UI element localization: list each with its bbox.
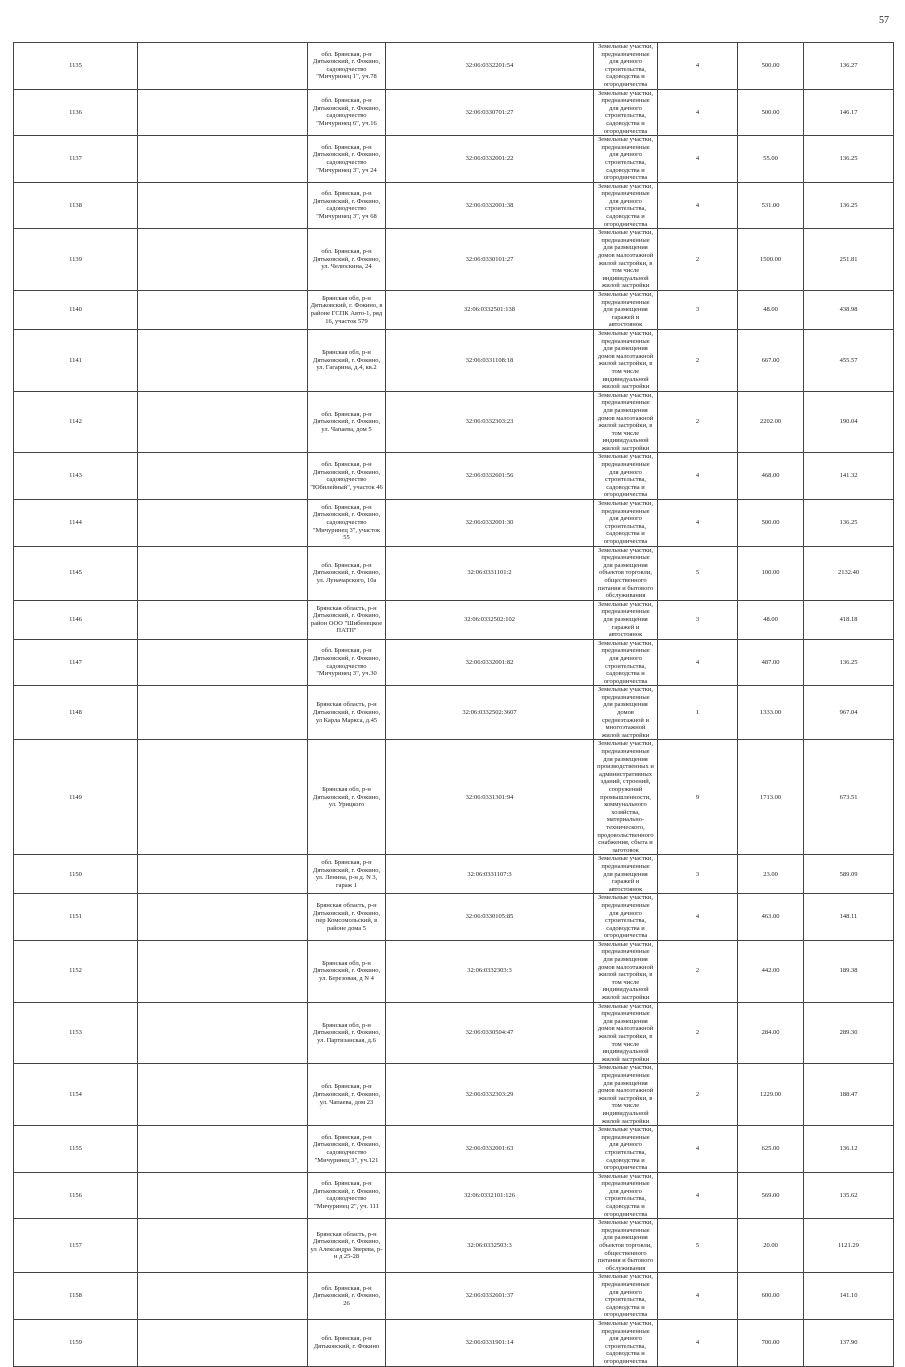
address-cell: обл. Брянская, р-н Дятьковский, г. Фокино, ул. Чапаева, дом 5 bbox=[308, 391, 386, 453]
address-cell: обл. Брянская, р-н Дятьковский, г. Фокино, садоводчество "Мичуринец 6", уч.16 bbox=[308, 89, 386, 136]
rate-cell: 137.90 bbox=[804, 1319, 894, 1366]
empty-cell bbox=[138, 639, 308, 686]
cadastral-number-cell: 32:06:0332303:23 bbox=[386, 391, 594, 453]
cadastral-number-cell: 32:06:0332001:22 bbox=[386, 136, 594, 183]
area-cell: 20.00 bbox=[738, 1219, 804, 1273]
cadastral-number-cell: 32:06:0332101:126 bbox=[386, 1172, 594, 1219]
row-number: 1155 bbox=[14, 1126, 138, 1173]
empty-cell bbox=[138, 855, 308, 894]
cadastral-number-cell: 32:06:0331107:3 bbox=[386, 855, 594, 894]
rate-cell: 136.12 bbox=[804, 1126, 894, 1173]
row-number: 1138 bbox=[14, 182, 138, 229]
table-row bbox=[14, 1319, 894, 1366]
land-use-cell: Земельные участки, предназначенные для дачного строительства, садоводства и огородничества bbox=[594, 639, 658, 686]
group-number-cell: 4 bbox=[658, 894, 738, 941]
table-row bbox=[14, 1002, 894, 1064]
group-number-cell: 2 bbox=[658, 229, 738, 291]
group-number-cell: 2 bbox=[658, 329, 738, 391]
row-number: 1148 bbox=[14, 686, 138, 740]
rate-cell: 148.11 bbox=[804, 894, 894, 941]
rate-cell: 136.25 bbox=[804, 639, 894, 686]
group-number-cell: 4 bbox=[658, 639, 738, 686]
rate-cell: 673.51 bbox=[804, 740, 894, 855]
address-cell: обл. Брянская, р-н Дятьковский, г. Фокино, садоводчество "Мичуринец 3", уч 68 bbox=[308, 182, 386, 229]
rate-cell: 455.57 bbox=[804, 329, 894, 391]
table-row bbox=[14, 182, 894, 229]
address-cell: обл. Брянская, р-н Дятьковский, г. Фокино, садоводчество "Мичуринец 3", уч.121 bbox=[308, 1126, 386, 1173]
table-row bbox=[14, 453, 894, 500]
empty-cell bbox=[138, 600, 308, 639]
empty-cell bbox=[138, 894, 308, 941]
cadastral-number-cell: 32:06:0332502:3607 bbox=[386, 686, 594, 740]
land-use-cell: Земельные участки, предназначенные для дачного строительства, садоводства и огородничества bbox=[594, 1273, 658, 1320]
row-number: 1140 bbox=[14, 291, 138, 330]
table-row bbox=[14, 500, 894, 547]
land-use-cell: Земельные участки, предназначенные для дачного строительства, садоводства и огородничества bbox=[594, 1172, 658, 1219]
row-number: 1147 bbox=[14, 639, 138, 686]
land-use-cell: Земельные участки, предназначенные для размещения домов малоэтажной жилой застройки, в том числе индивидуальной жилой застройки bbox=[594, 391, 658, 453]
empty-cell bbox=[138, 43, 308, 90]
land-use-cell: Земельные участки, предназначенные для размещения домов малоэтажной жилой застройки, в том числе индивидуальной жилой застройки bbox=[594, 329, 658, 391]
area-cell: 1333.00 bbox=[738, 686, 804, 740]
address-cell: Брянская область, р-н Дятьковский, г. Фокино, район ООО "Шибенецкое ПАТП" bbox=[308, 600, 386, 639]
address-cell: обл. Брянская, р-н Дятьковский, г. Фокино, 26 bbox=[308, 1273, 386, 1320]
area-cell: 569.00 bbox=[738, 1172, 804, 1219]
table-row bbox=[14, 639, 894, 686]
land-use-cell: Земельные участки, предназначенные для размещения объектов торговли, общественного питания и бытового обслуживания bbox=[594, 546, 658, 600]
table-row bbox=[14, 291, 894, 330]
area-cell: 463.00 bbox=[738, 894, 804, 941]
table-row bbox=[14, 43, 894, 90]
row-number: 1139 bbox=[14, 229, 138, 291]
table-row bbox=[14, 229, 894, 291]
cadastral-number-cell: 32:06:0332601:56 bbox=[386, 453, 594, 500]
table-row bbox=[14, 855, 894, 894]
table-row bbox=[14, 89, 894, 136]
address-cell: обл. Брянская, р-н Дятьковский, г. Фокино, садоводчество "Мичуринец 2", уч. 111 bbox=[308, 1172, 386, 1219]
empty-cell bbox=[138, 89, 308, 136]
group-number-cell: 4 bbox=[658, 1172, 738, 1219]
row-number: 1157 bbox=[14, 1219, 138, 1273]
empty-cell bbox=[138, 500, 308, 547]
table-row bbox=[14, 136, 894, 183]
row-number: 1156 bbox=[14, 1172, 138, 1219]
area-cell: 600.00 bbox=[738, 1273, 804, 1320]
row-number: 1153 bbox=[14, 1002, 138, 1064]
group-number-cell: 4 bbox=[658, 453, 738, 500]
address-cell: Брянская обл, р-н Дятьковский, г. Фокино, в районе ГСПК Авто-1, ряд 16, участок 579 bbox=[308, 291, 386, 330]
page-number: 57 bbox=[879, 15, 889, 26]
area-cell: 487.00 bbox=[738, 639, 804, 686]
cadastral-number-cell: 32:06:0332001:63 bbox=[386, 1126, 594, 1173]
group-number-cell: 2 bbox=[658, 1002, 738, 1064]
cadastral-number-cell: 32:06:0330101:27 bbox=[386, 229, 594, 291]
rate-cell: 289.30 bbox=[804, 1002, 894, 1064]
cadastral-number-cell: 32:06:0332001:30 bbox=[386, 500, 594, 547]
empty-cell bbox=[138, 329, 308, 391]
group-number-cell: 3 bbox=[658, 600, 738, 639]
empty-cell bbox=[138, 391, 308, 453]
empty-cell bbox=[138, 740, 308, 855]
cadastral-number-cell: 32:06:0332001:82 bbox=[386, 639, 594, 686]
row-number: 1136 bbox=[14, 89, 138, 136]
area-cell: 700.00 bbox=[738, 1319, 804, 1366]
table-row bbox=[14, 686, 894, 740]
group-number-cell: 4 bbox=[658, 182, 738, 229]
empty-cell bbox=[138, 1219, 308, 1273]
empty-cell bbox=[138, 546, 308, 600]
rate-cell: 136.25 bbox=[804, 500, 894, 547]
cadastral-number-cell: 32:06:0331301:94 bbox=[386, 740, 594, 855]
rate-cell: 141.10 bbox=[804, 1273, 894, 1320]
area-cell: 500.00 bbox=[738, 89, 804, 136]
cadastral-number-cell: 32:06:0331101:2 bbox=[386, 546, 594, 600]
cadastral-number-cell: 32:06:0332601:37 bbox=[386, 1273, 594, 1320]
group-number-cell: 5 bbox=[658, 546, 738, 600]
empty-cell bbox=[138, 1002, 308, 1064]
land-use-cell: Земельные участки, предназначенные для размещения домов малоэтажной жилой застройки, в том числе индивидуальной жилой застройки bbox=[594, 1064, 658, 1126]
empty-cell bbox=[138, 291, 308, 330]
rate-cell: 188.47 bbox=[804, 1064, 894, 1126]
row-number: 1144 bbox=[14, 500, 138, 547]
area-cell: 284.00 bbox=[738, 1002, 804, 1064]
area-cell: 667.00 bbox=[738, 329, 804, 391]
land-use-cell: Земельные участки, предназначенные для размещения домов малоэтажной жилой застройки, в том числе индивидуальной жилой застройки bbox=[594, 940, 658, 1002]
address-cell: обл. Брянская, р-н Дятьковский, г. Фокино, ул. Челюскина, 24 bbox=[308, 229, 386, 291]
land-use-cell: Земельные участки, предназначенные для размещения гаражей и автостоянок bbox=[594, 291, 658, 330]
row-number: 1135 bbox=[14, 43, 138, 90]
address-cell: обл. Брянская, р-н Дятьковский, г. Фокино, ул. Ленина, р-н д. N 3, гараж 1 bbox=[308, 855, 386, 894]
address-cell: обл. Брянская, р-н Дятьковский, г. Фокино, садоводчество "Мичуринец 1", уч.78 bbox=[308, 43, 386, 90]
row-number: 1137 bbox=[14, 136, 138, 183]
area-cell: 468.00 bbox=[738, 453, 804, 500]
group-number-cell: 3 bbox=[658, 291, 738, 330]
group-number-cell: 2 bbox=[658, 940, 738, 1002]
cadastral-number-cell: 32:06:0332503:3 bbox=[386, 1219, 594, 1273]
land-use-cell: Земельные участки, предназначенные для дачного строительства, садоводства и огородничества bbox=[594, 136, 658, 183]
cadastral-number-cell: 32:06:0331901:14 bbox=[386, 1319, 594, 1366]
cadastral-number-cell: 32:06:0330701:27 bbox=[386, 89, 594, 136]
row-number: 1159 bbox=[14, 1319, 138, 1366]
empty-cell bbox=[138, 1126, 308, 1173]
group-number-cell: 4 bbox=[658, 1319, 738, 1366]
table-row bbox=[14, 391, 894, 453]
empty-cell bbox=[138, 453, 308, 500]
land-use-cell: Земельные участки, предназначенные для дачного строительства, садоводства и огородничества bbox=[594, 453, 658, 500]
address-cell: обл. Брянская, р-н Дятьковский, г. Фокино bbox=[308, 1319, 386, 1366]
group-number-cell: 5 bbox=[658, 1219, 738, 1273]
land-registry-table bbox=[13, 42, 894, 1367]
cadastral-number-cell: 32:06:0332303:3 bbox=[386, 940, 594, 1002]
empty-cell bbox=[138, 1273, 308, 1320]
land-use-cell: Земельные участки, предназначенные для дачного строительства, садоводства и огородничества bbox=[594, 894, 658, 941]
land-use-cell: Земельные участки, предназначенные для размещения домов малоэтажной жилой застройки, в том числе индивидуальной жилой застройки bbox=[594, 229, 658, 291]
land-use-cell: Земельные участки, предназначенные для размещения гаражей и автостоянок bbox=[594, 855, 658, 894]
row-number: 1143 bbox=[14, 453, 138, 500]
area-cell: 1500.00 bbox=[738, 229, 804, 291]
land-use-cell: Земельные участки, предназначенные для дачного строительства, садоводства и огородничества bbox=[594, 500, 658, 547]
group-number-cell: 4 bbox=[658, 43, 738, 90]
address-cell: обл. Брянская, р-н Дятьковский, г. Фокино, ул. Чапаева, дом 23 bbox=[308, 1064, 386, 1126]
rate-cell: 136.27 bbox=[804, 43, 894, 90]
rate-cell: 190.04 bbox=[804, 391, 894, 453]
table-row bbox=[14, 1273, 894, 1320]
land-use-cell: Земельные участки, предназначенные для размещения объектов торговли, общественного питания и бытового обслуживания bbox=[594, 1219, 658, 1273]
group-number-cell: 2 bbox=[658, 1064, 738, 1126]
rate-cell: 251.81 bbox=[804, 229, 894, 291]
area-cell: 1229.00 bbox=[738, 1064, 804, 1126]
group-number-cell: 4 bbox=[658, 136, 738, 183]
cadastral-number-cell: 32:06:0332201:54 bbox=[386, 43, 594, 90]
address-cell: Брянская область, р-н Дятьковский, г. Фокино, ул Карла Маркса, д.45 bbox=[308, 686, 386, 740]
cadastral-number-cell: 32:06:0330105:85 bbox=[386, 894, 594, 941]
table-row bbox=[14, 1126, 894, 1173]
land-use-cell: Земельные участки, предназначенные для дачного строительства, садоводства и огородничества bbox=[594, 89, 658, 136]
table-row bbox=[14, 1219, 894, 1273]
address-cell: обл. Брянская, р-н Дятьковский, г. Фокино, ул. Луначарского, 10а bbox=[308, 546, 386, 600]
area-cell: 23.00 bbox=[738, 855, 804, 894]
rate-cell: 418.18 bbox=[804, 600, 894, 639]
group-number-cell: 4 bbox=[658, 89, 738, 136]
row-number: 1146 bbox=[14, 600, 138, 639]
empty-cell bbox=[138, 1172, 308, 1219]
land-use-cell: Земельные участки, предназначенные для размещения производственных и административных зданий, строений, сооружений промышленности, коммунального хозяйства, материально-технического, продовольственного снабжения, сбыта и заготовок bbox=[594, 740, 658, 855]
area-cell: 2202.00 bbox=[738, 391, 804, 453]
group-number-cell: 9 bbox=[658, 740, 738, 855]
address-cell: обл. Брянская, р-н Дятьковский, г. Фокино, садоводчество "Мичуринец 3", участок 55 bbox=[308, 500, 386, 547]
cadastral-number-cell: 32:06:0332502:102 bbox=[386, 600, 594, 639]
address-cell: Брянская обл, р-н Дятьковский, г. Фокино, ул. Урицкого bbox=[308, 740, 386, 855]
empty-cell bbox=[138, 1319, 308, 1366]
rate-cell: 438.98 bbox=[804, 291, 894, 330]
row-number: 1151 bbox=[14, 894, 138, 941]
address-cell: Брянская обл, р-н Дятьковский, г. Фокино, ул. Березовая, д N 4 bbox=[308, 940, 386, 1002]
rate-cell: 967.04 bbox=[804, 686, 894, 740]
rate-cell: 141.32 bbox=[804, 453, 894, 500]
area-cell: 1713.00 bbox=[738, 740, 804, 855]
area-cell: 625.00 bbox=[738, 1126, 804, 1173]
empty-cell bbox=[138, 686, 308, 740]
rate-cell: 1121.29 bbox=[804, 1219, 894, 1273]
address-cell: Брянская область, р-н Дятьковский, г. Фокино, ул Александра Зверева, р-н д 25-28 bbox=[308, 1219, 386, 1273]
empty-cell bbox=[138, 940, 308, 1002]
row-number: 1158 bbox=[14, 1273, 138, 1320]
row-number: 1149 bbox=[14, 740, 138, 855]
empty-cell bbox=[138, 229, 308, 291]
land-use-cell: Земельные участки, предназначенные для размещения домов малоэтажной жилой застройки, в том числе индивидуальной жилой застройки bbox=[594, 1002, 658, 1064]
address-cell: Брянская обл, р-н Дятьковский, г. Фокино, ул. Гагарина, д.4, кв.2 bbox=[308, 329, 386, 391]
group-number-cell: 4 bbox=[658, 1273, 738, 1320]
table-row bbox=[14, 329, 894, 391]
rate-cell: 146.17 bbox=[804, 89, 894, 136]
land-use-cell: Земельные участки, предназначенные для дачного строительства, садоводства и огородничества bbox=[594, 1126, 658, 1173]
rate-cell: 589.09 bbox=[804, 855, 894, 894]
cadastral-number-cell: 32:06:0330504:47 bbox=[386, 1002, 594, 1064]
area-cell: 500.00 bbox=[738, 500, 804, 547]
rate-cell: 189.38 bbox=[804, 940, 894, 1002]
land-use-cell: Земельные участки, предназначенные для размещения гаражей и автостоянок bbox=[594, 600, 658, 639]
row-number: 1152 bbox=[14, 940, 138, 1002]
table-row bbox=[14, 1064, 894, 1126]
cadastral-number-cell: 32:06:0332303:29 bbox=[386, 1064, 594, 1126]
empty-cell bbox=[138, 136, 308, 183]
land-use-cell: Земельные участки, предназначенные для дачного строительства, садоводства и огородничества bbox=[594, 1319, 658, 1366]
row-number: 1141 bbox=[14, 329, 138, 391]
table-row bbox=[14, 740, 894, 855]
row-number: 1145 bbox=[14, 546, 138, 600]
area-cell: 55.00 bbox=[738, 136, 804, 183]
row-number: 1142 bbox=[14, 391, 138, 453]
group-number-cell: 4 bbox=[658, 1126, 738, 1173]
address-cell: Брянская область, р-н Дятьковский, г. Фокино, пер Комсомольский, в районе дома 5 bbox=[308, 894, 386, 941]
table-row bbox=[14, 600, 894, 639]
empty-cell bbox=[138, 1064, 308, 1126]
area-cell: 442.00 bbox=[738, 940, 804, 1002]
cadastral-number-cell: 32:06:0332501:138 bbox=[386, 291, 594, 330]
area-cell: 531.00 bbox=[738, 182, 804, 229]
address-cell: обл. Брянская, р-н Дятьковский, г. Фокино, садоводчество "Мичуринец 3", уч.30 bbox=[308, 639, 386, 686]
table-row bbox=[14, 940, 894, 1002]
rate-cell: 136.25 bbox=[804, 136, 894, 183]
group-number-cell: 4 bbox=[658, 500, 738, 547]
area-cell: 48.00 bbox=[738, 291, 804, 330]
land-use-cell: Земельные участки, предназначенные для размещения домов среднеэтажной и многоэтажной жилой застройки bbox=[594, 686, 658, 740]
row-number: 1150 bbox=[14, 855, 138, 894]
address-cell: обл. Брянская, р-н Дятьковский, г. Фокино, садоводчество "Юбилейный", участок 46 bbox=[308, 453, 386, 500]
cadastral-number-cell: 32:06:0332001:38 bbox=[386, 182, 594, 229]
address-cell: Брянская обл, р-н Дятьковский, г. Фокино, ул. Партизанская, д.6 bbox=[308, 1002, 386, 1064]
cadastral-number-cell: 32:06:0331108:18 bbox=[386, 329, 594, 391]
land-use-cell: Земельные участки, предназначенные для дачного строительства, садоводства и огородничества bbox=[594, 182, 658, 229]
empty-cell bbox=[138, 182, 308, 229]
address-cell: обл. Брянская, р-н Дятьковский, г. Фокино, садоводчество "Мичуринец 3", уч 24 bbox=[308, 136, 386, 183]
rate-cell: 136.25 bbox=[804, 182, 894, 229]
land-use-cell: Земельные участки, предназначенные для дачного строительства, садоводства и огородничества bbox=[594, 43, 658, 90]
area-cell: 500.00 bbox=[738, 43, 804, 90]
group-number-cell: 3 bbox=[658, 855, 738, 894]
row-number: 1154 bbox=[14, 1064, 138, 1126]
table-body bbox=[14, 43, 894, 1367]
rate-cell: 135.62 bbox=[804, 1172, 894, 1219]
table-row bbox=[14, 894, 894, 941]
group-number-cell: 2 bbox=[658, 391, 738, 453]
area-cell: 48.00 bbox=[738, 600, 804, 639]
area-cell: 100.00 bbox=[738, 546, 804, 600]
group-number-cell: 1 bbox=[658, 686, 738, 740]
rate-cell: 2132.40 bbox=[804, 546, 894, 600]
table-row bbox=[14, 1172, 894, 1219]
table-row bbox=[14, 546, 894, 600]
